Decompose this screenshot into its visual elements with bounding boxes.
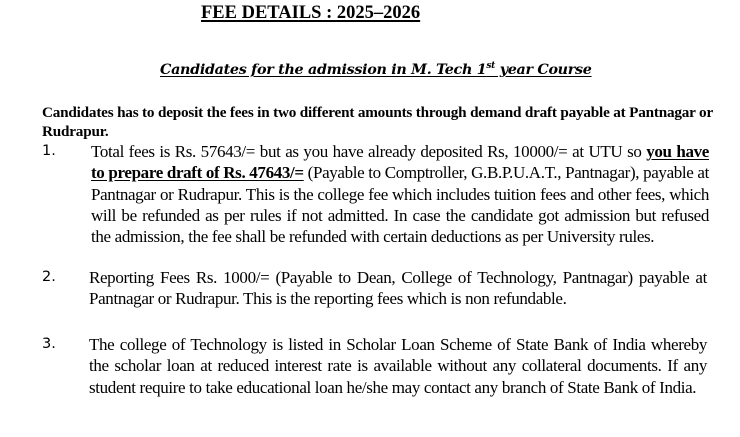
- subtitle-superscript: st: [486, 61, 496, 71]
- list-item-text: [91, 141, 709, 247]
- subtitle-text: Candidates for the admission in M. Tech 1: [160, 62, 487, 78]
- subtitle-text-end: year Course: [495, 62, 592, 78]
- list-item-number: 2.: [42, 269, 56, 285]
- text-segment: (Payable to Comptroller, G.B.P.U.A.T., Pantnagar), payable at Pantnagar or Rudrapur. This is the college fee which includes tuition fees and other fees, which will be refunded as per rules if not admitted. In case the candidate got admission but refused the admission, the fee shall be refunded with certain deductions as per University rules.: [91, 163, 709, 247]
- page-title: FEE DETAILS : 2025–2026: [201, 3, 421, 23]
- list-item-text: The college of Technology is listed in Scholar Loan Scheme of State Bank of India whereby the scholar loan at reduced interest rate is available without any collateral documents. If any student require to take educational loan he/she may contact any branch of State Bank of India.: [89, 335, 707, 397]
- intro-paragraph: Candidates has to deposit the fees in two different amounts through demand draft payable at Pantnagar or Rudrapur.: [42, 104, 713, 140]
- list-item-number: 3.: [42, 336, 56, 352]
- text-segment: Total fees is Rs. 57643/= but as you have already deposited Rs, 10000/= at UTU so: [91, 142, 647, 161]
- list-item: [42, 267, 713, 310]
- list-item-text: Reporting Fees Rs. 1000/= (Payable to Dean, College of Technology, Pantnagar) payable at Pantnagar or Rudrapur. This is the reporting fees which is non refundable.: [89, 268, 707, 309]
- list-item: [42, 334, 713, 398]
- draft-amount-emphasis: you have to prepare draft of Rs. 47643/=: [91, 142, 710, 183]
- page-subtitle: [160, 61, 592, 78]
- list-item-number: 1.: [42, 143, 56, 159]
- list-item: [42, 141, 713, 247]
